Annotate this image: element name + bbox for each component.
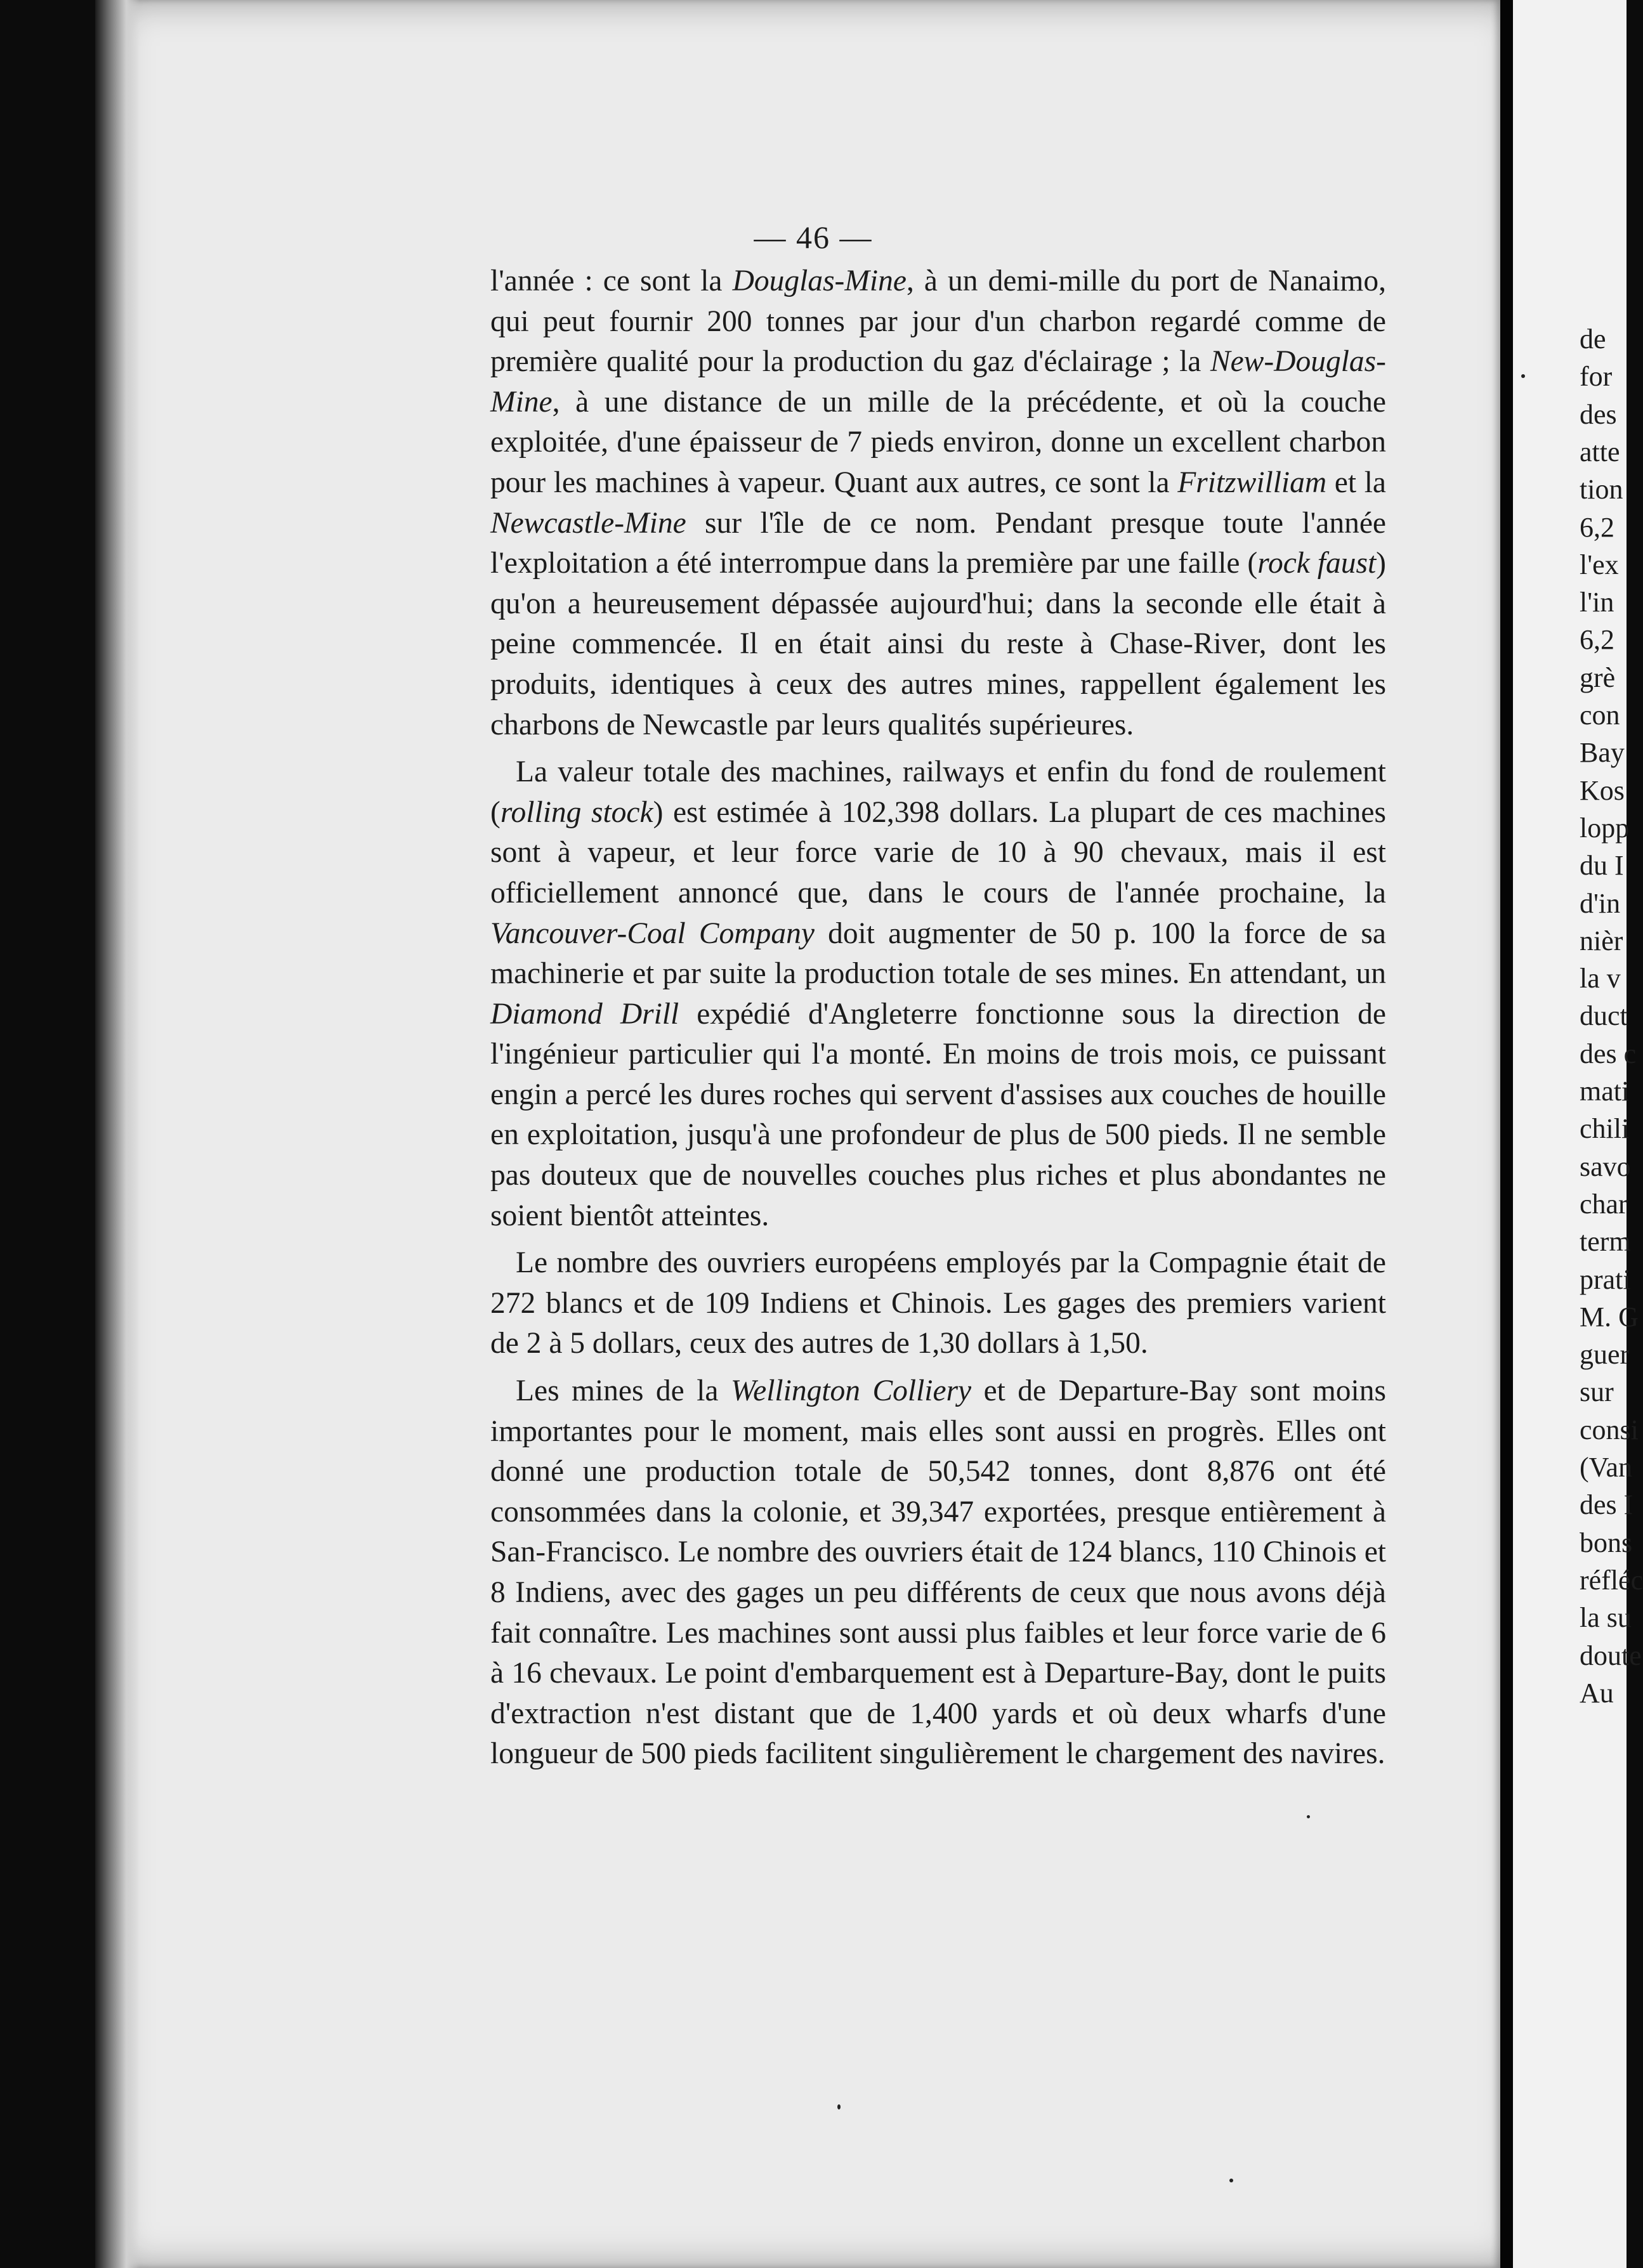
facing-page-word: Au	[1580, 1677, 1614, 1709]
text-run: l'année : ce sont la	[490, 264, 733, 297]
paragraph	[490, 1371, 1386, 1775]
facing-page-word: doute	[1580, 1639, 1642, 1671]
facing-page-word: savo	[1580, 1150, 1631, 1182]
italic-term: Newcastle-Mine	[490, 506, 686, 540]
text-run: et de Departure-Bay sont moins importantes pour le moment, mais elles sont aussi en progrès. Elles ont donné une production totale de 50,542 tonnes, dont 8,876 ont été consommées dans la colonie, et 39,347 exportées, presque entièrement à San-Francisco. Le nombre des ouvriers était de 124 blancs, 110 Chinois et 8 Indiens, avec des gages un peu différents de ceux que nous avons déjà fait connaître. Les machines sont aussi plus faibles et leur force varie de 6 à 16 chevaux. Le point d'embarquement est à Departure-Bay, dont le puits d'extraction n'est distant que de 1,400 yards et où deux wharfs d'une longueur de 500 pieds facilitent singulièrement le chargement des navires.	[490, 1374, 1386, 1771]
text-run: , à une distance de un mille de la précédente, et où la couche exploitée, d'une épaisseur de 7 pieds environ, donne un excellent charbon pour les machines à vapeur. Quant aux autres, ce sont la	[490, 385, 1386, 499]
facing-page-word: for	[1580, 361, 1613, 393]
text-run: et la	[1326, 466, 1386, 499]
facing-page-word: du I	[1580, 850, 1624, 882]
facing-page-fragment	[1513, 0, 1643, 2268]
facing-page-word: prati	[1580, 1263, 1631, 1295]
facing-page-word: term	[1580, 1226, 1631, 1258]
italic-term: Diamond Drill	[490, 997, 679, 1031]
facing-page-word: atte	[1580, 436, 1620, 467]
italic-term: Douglas-Mine	[732, 264, 907, 297]
facing-page-word: la su	[1580, 1602, 1632, 1634]
facing-page-word: bons	[1580, 1527, 1633, 1558]
facing-page-word: la v	[1580, 963, 1621, 994]
facing-page-word: tion	[1580, 474, 1623, 505]
italic-term: New-Douglas-Mine	[490, 345, 1386, 419]
facing-page-word: con	[1580, 700, 1620, 731]
facing-page-word: char	[1580, 1188, 1628, 1220]
page-binding-edge	[95, 0, 140, 2268]
facing-page-word: des	[1580, 398, 1617, 430]
text-run: , à un demi-mille du port de Nanaimo, qui peut fournir 200 tonnes par jour d'un charbon regardé comme de première qualité pour la production du gaz d'éclairage ; la	[490, 264, 1386, 379]
facing-page-word: Kos	[1580, 774, 1625, 806]
facing-page-word: consi	[1580, 1414, 1639, 1445]
page-number: — 46 —	[754, 219, 873, 255]
italic-term: rolling stock	[500, 795, 653, 829]
text-run: sur l'île de ce nom. Pendant presque toute l'année l'exploitation a été interrompue dans la première par une faille (	[490, 506, 1386, 580]
text-run: doit augmenter de 50 p. 100 la force de sa machinerie et par suite la production totale de ses mines. En attendant, un	[490, 916, 1386, 991]
italic-term: rock faust	[1257, 547, 1377, 580]
facing-page-word: (Van	[1580, 1452, 1633, 1483]
facing-page-word: d'in	[1580, 887, 1621, 919]
facing-page-word: guer	[1580, 1339, 1630, 1371]
text-run: ) qu'on a heureusement dépassée aujourd'hui; dans la seconde elle était à peine commencée. Il en était ainsi du reste à Chase-River, dont les produits, identiques à ceux des autres mines, rappellent également les charbons de Newcastle par leurs qualités supérieures.	[490, 547, 1386, 741]
paper-speck	[1521, 374, 1525, 378]
facing-page-word: de	[1580, 323, 1606, 355]
facing-page-word: M. G	[1580, 1301, 1639, 1333]
facing-page-word: sur	[1580, 1376, 1614, 1408]
facing-page-word: duct	[1580, 1000, 1628, 1032]
book-gutter	[1500, 0, 1513, 2268]
text-run: Le nombre des ouvriers européens employés par la Compagnie était de 272 blancs et de 109 Indiens et Chinois. Les gages des premiers varient de 2 à 5 dollars, ceux des autres de 1,30 dollars à 1,50.	[490, 1246, 1386, 1360]
paragraph	[490, 1243, 1386, 1364]
italic-term: Wellington Colliery	[730, 1374, 972, 1408]
facing-page-word: Bay	[1580, 737, 1625, 769]
facing-page-word: mati	[1580, 1076, 1630, 1107]
paragraph	[490, 752, 1386, 1236]
paper-speck	[1229, 2179, 1233, 2182]
facing-page-word: lopp	[1580, 812, 1630, 844]
paper-speck	[1307, 1815, 1310, 1818]
facing-page-word: grè	[1580, 662, 1616, 693]
text-run: Les mines de la	[516, 1374, 731, 1408]
facing-page-word: l'ex	[1580, 549, 1619, 580]
facing-page-word: réfléc	[1580, 1564, 1643, 1596]
text-run: expédié d'Angleterre fonctionne sous la direction de l'ingénieur particulier qui l'a monté. En moins de trois mois, ce puissant engin a percé les dures roches qui servent d'assises aux couches de houille en exploitation, jusqu'à une profondeur de plus de 500 pieds. Il ne semble pas douteux que de nouvelles couches plus riches et plus abondantes ne soient bientôt atteintes.	[490, 997, 1387, 1232]
facing-page-word: chili	[1580, 1113, 1630, 1145]
facing-page-word: 6,2	[1580, 511, 1614, 543]
facing-page-word: 6,2	[1580, 624, 1614, 656]
italic-term: Vancouver-Coal Company	[490, 916, 815, 950]
text-run: La valeur totale des machines, railways et enfin du fond de roulement (	[490, 755, 1386, 829]
paper-speck	[837, 2104, 841, 2109]
facing-page-word: nièr	[1580, 925, 1623, 956]
page-body	[490, 261, 1386, 1782]
text-run: ) est estimée à 102,398 dollars. La plupart de ces machines sont à vapeur, et leur force varie de 10 à 90 chevaux, mais il est officiellement annoncé que, dans le cours de l'année prochaine, la	[490, 795, 1386, 909]
facing-page-word: des I	[1580, 1489, 1633, 1521]
italic-term: Fritzwilliam	[1177, 466, 1327, 499]
paragraph	[490, 261, 1386, 745]
facing-page-word: des c	[1580, 1038, 1637, 1069]
facing-page-word: l'in	[1580, 587, 1614, 618]
